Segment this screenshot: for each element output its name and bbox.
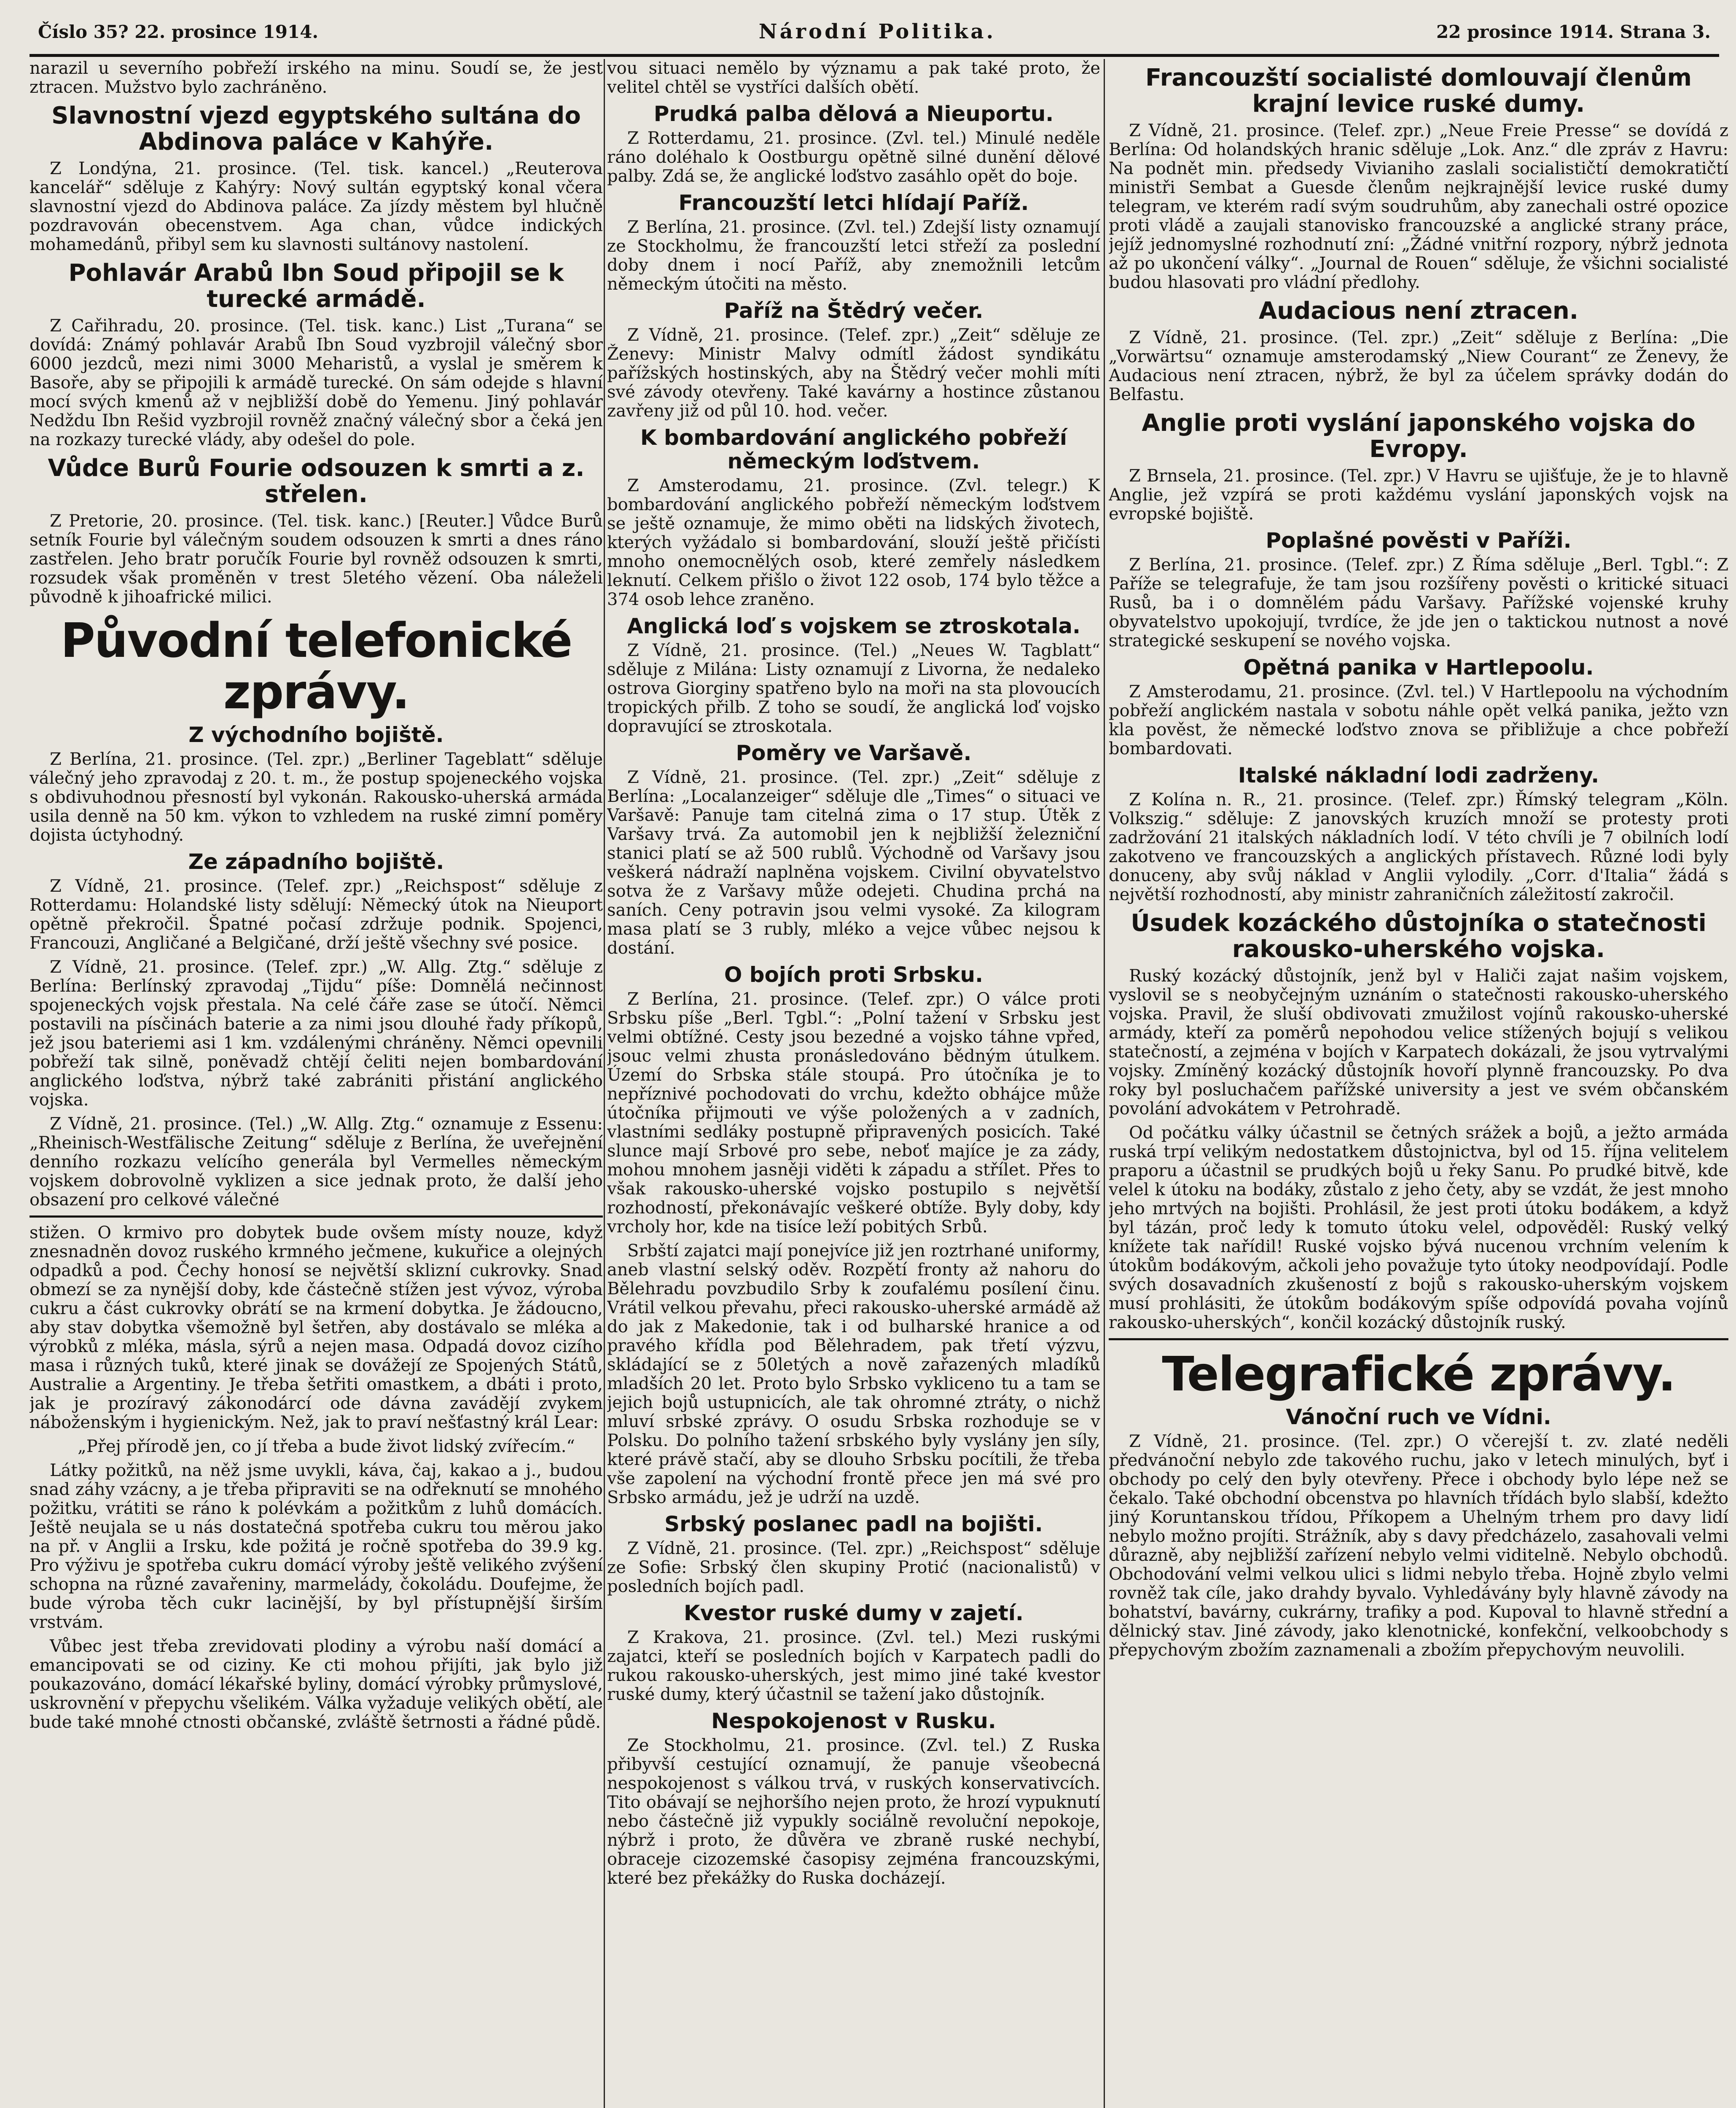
issue-info: Číslo 35? 22. prosince 1914. xyxy=(38,21,319,42)
article-text: Z Vídně, 21. prosince. (Telef. zpr.) „Reichspost“ sděluje z Rotterdamu: Holandské listy sdělují: Německý útok na Nieuport opětně překročil. Špatné počasí zdržuje podnik. Spojenci, Francouzi, Angličané a Belgičané, drží ještě všechny své posice. xyxy=(30,877,603,953)
page-header xyxy=(38,13,1711,51)
article-text: Z Vídně, 21. prosince. (Tel.) „Neues W. Tagblatt“ sděluje z Milána: Listy oznamují z Livorna, že nedaleko ostrova Giorginy spatřeno bylo na moři na sta plovoucích tropických přilb. Z toho se soudí, že anglická loď vojsko dopravující se ztroskotala. xyxy=(607,641,1100,736)
headline: Anglická loď s vojskem se ztroskotala. xyxy=(626,614,1081,638)
section-rule xyxy=(1109,1338,1728,1340)
article-text: Látky požitků, na něž jsme uvykli, káva, čaj, kakao a j., budou snad záhy vzácny, a je třeba připraviti se na odřeknutí se mnohého požitku, vrátiti se ráno k polévkám a požitkům z luhů domácích. Ještě neujala se u nás dostatečná spotřeba cukru tou měrou jako na př. v Anglii a Irsku, kde požitá je ročně spotřeba do 39.9 kg. Pro výživu je spotřeba cukru domácí výroby ještě velikého zvýšení schopna na různé zavařeniny, marmelády, čokoládu. Doufejme, že bude výroba těch cukr lacinější, by byl přístupnější širším vrstvám. xyxy=(30,1461,603,1632)
headline: Vůdce Burů Fourie odsouzen k smrti a z. střelen. xyxy=(48,454,585,508)
column-2 xyxy=(607,59,1100,2108)
article-text: Z Vídně, 21. prosince. (Tel. zpr.) „Zeit“ sděluje z Berlína: „Die „Vorwärtsu“ oznamuje amsterodamský „Niew Courant“ ze Ženevy, že Audacious není ztracen, nýbrž, že byl za účelem správky dodán do Belfastu. xyxy=(1109,328,1728,404)
headline: Paříž na Štědrý večer. xyxy=(724,298,984,323)
article-text: Z Berlína, 21. prosince. (Telef. zpr.) O válce proti Srbsku píše „Berl. Tgbl.“: „Polní tažení v Srbsku jest velmi obtížné. Cesty jsou bezedné a vojsko táhne vpřed, jsouc velmi zhusta pronásledováno bědným útulkem. Území do Srbska stále stoupá. Pro útočníka je to nepříznivé pochodovati do vrchu, kdežto obhájce může útočníka přijmouti ve výše položených a v zadních, vlastními sedláky postupně připravených posicích. Také slunce mají Srbové pro sebe, neboť majíce je za zády, mohou mnohem jasněji viděti k západu a střílet. Přes to však rakousko-uherské vojsko postupilo s největší rozhodností, překonávajíc veškeré obtíže. Byly doby, kdy vrcholy hor, kde na tisíce leží pobitých Srbů. xyxy=(607,989,1100,1237)
headline: Úsudek kozáckého důstojníka o statečnosti rakousko-uherského vojska. xyxy=(1131,909,1706,963)
article-text: stižen. O krmivo pro dobytek bude ovšem místy nouze, když znesnadněn dovoz ruského krmného ječmene, kukuřice a olejných odpadků a pod. Čechy honosí se největší sklizní cukrovky. Snad obmezí se za nynější doby, kde částečně stížen jest vývoz, výroba cukru a část cukrovky obrátí se na krmení dobytka. Je žádoucno, aby stav dobytka všemožně byl šetřen, aby dostávalo se mléka a výrobků z mléka, másla, sýrů a nejen masa. Odpadá dovoz cizího masa i různých tuků, které jinak se dovážejí ze Spojených Států, Australie a Argentiny. Je třeba šetřiti omastkem, a dbáti i proto, jak je prozíravý zákonodárcí ode dávna zavádějí zvykem náboženským i hygienickým. Než, jak to praví nešťastný král Lear: xyxy=(30,1223,603,1432)
article-text: Z Vídně, 21. prosince. (Tel. zpr.) O včerejší t. zv. zlaté neděli předvánoční nebylo zde takového ruchu, jako v letech minulých, byť i obchody po celý den byly otevřeny. Přece i obchody bylo lépe než se čekalo. Také obchodní obcenstva po hlavních třídách bylo slabší, kdežto jiný Koruntanskou třídou, Příkopem a Uhelným trhem pro davy lidí nebylo možno projíti. Strážník, aby s davy předcházelo, zasahovali velmi důrazně, aby nejbližší zařízení nebylo velmi viditelně. Nebylo obchodů. Obchodování velmi velkou ulici s lidmi nebylo třeba. Hojně zbylo velmi rovněž tak cíle, jako drahdy byvalo. Vyhledávány byly hlavně závody na bohatství, bavárny, cukrárny, trafiky a pod. Kupoval to hlavně střední a dělnický stav. Jiné závody, jako klenotnické, konfekční, velkoobchody s přepychovým zbožím zaznamenali a zbožím přepychovým neuvolili. xyxy=(1109,1432,1728,1660)
headline: Francouzští letci hlídají Paříž. xyxy=(678,191,1029,215)
article-text: Z Vídně, 21. prosince. (Telef. zpr.) „Neue Freie Presse“ se dovídá z Berlína: Od holandských hranic sděluje „Lok. Anz.“ dle zpráv z Havru: Na podnět min. předsedy Vivianiho zaslali socialističtí demokratičtí ministři Sembat a Guesde členům nejkrajnější levice ruské dumy telegram, ve kterém radí svým soudruhům, aby zanechali ostré opozice proti vládě a zaujali stanovisko francouzské a anglické strany práce, jejíž jednomyslné rozhodnutí zní: „Žádné vnitřní rozpory, nýbrž jednota až po ukončení války“. „Journal de Rouen“ sděluje, že všichni socialisté budou hlasovati pro vládní předlohy. xyxy=(1109,121,1728,292)
headline: O bojích proti Srbsku. xyxy=(724,963,984,987)
section-title: Telegrafické zprávy. xyxy=(1162,1347,1675,1402)
headline: Prudká palba dělová a Nieuportu. xyxy=(653,102,1054,126)
article-text: vou situaci nemělo by významu a pak také proto, že velitel chtěl se vystříci dalších obětí. xyxy=(607,59,1100,97)
headline: Anglie proti vyslání japonského vojska do Evropy. xyxy=(1142,409,1696,463)
article-text: Z Vídně, 21. prosince. (Telef. zpr.) „W. Allg. Ztg.“ sděluje z Berlína: Berlínský zpravodaj „Tijdu“ píše: Domnělá nečinnost spojeneckých vojsk přestala. Na celé čáře zase se útočí. Němci postavili na písčinách baterie a za nimi jsou dlouhé řady příkopů, jež jsou bateriemi asi 1 km. vzdálenými chráněny. Němci opevnili pobřeží tak silně, poněvadž chtějí čeliti nejen bombardování anglického loďstva, nýbrž také zabrániti přistání anglického vojska. xyxy=(30,957,603,1110)
column-divider xyxy=(604,59,605,2108)
headline: Poplašné pověsti v Paříži. xyxy=(1266,528,1572,553)
headline: Francouzští socialisté domlouvají členům krajní levice ruské dumy. xyxy=(1145,64,1692,118)
headline: K bombardování anglického pobřeží německým loďstvem. xyxy=(640,425,1067,473)
article-text: Z Amsterodamu, 21. prosince. (Zvl. telegr.) K bombardování anglického pobřeží německým loďstvem se ještě oznamuje, že mimo oběti na lidských životech, kterých vyžádalo si bombardování, slouží ještě přičísti mnoho onemocnělých osob, které zemřely následkem leknutí. Celkem přišlo o život 122 osob, 174 bylo těžce a 374 osob lehce zraněno. xyxy=(607,476,1100,609)
article-text: Z Berlína, 21. prosince. (Zvl. tel.) Zdejší listy oznamují ze Stockholmu, že francouzští letci střeží za poslední doby dnem i nocí Paříž, aby znemožnili letcům německým útočiti na město. xyxy=(607,218,1100,294)
headline: Audacious není ztracen. xyxy=(1258,297,1579,325)
article-text: Z Vídně, 21. prosince. (Tel.) „W. Allg. Ztg.“ oznamuje z Essenu: „Rheinisch-Westfälische Zeitung“ sděluje z Berlína, že uveřejnění denního rozkazu velícího generála byl Vermelles německým vojskem dobrovolně vyklizen a sice jednak proto, že další jeho obsazení pro celkové válečné xyxy=(30,1114,603,1210)
article-text: Z Kolína n. R., 21. prosince. (Telef. zpr.) Římský telegram „Köln. Volkszig.“ sděluje: Z janovských kruzích množí se protesty proti zadržování 21 italských nákladních lodí. V této chvíli je 7 obilních lodí zakotveno ve francouzských a anglických přístavech. Různé lodi byly donuceny, aby svůj náklad v Anglii vylodily. „Corr. d'Italia“ žádá s největší rozhodností, aby ministr zahraničních záležitostí zakročil. xyxy=(1109,790,1728,904)
article-text: Od počátku války účastnil se četných srážek a bojů, a ježto armáda ruská trpí velikým nedostatkem důstojnictva, byl od 15. října velitelem praporu a účastnil se prudkých bojů u řeky Sanu. Po prudké bitvě, kde velel k útoku na bodáky, zůstalo z jeho čety, aby se vzdát, že jest mnoho jeho mrtvých na bojišti. Prohlásil, že jest proti útoku bodákem, a když byl tázán, proč ledy k tomuto útoku velel, odpověděl: Ruský velký knížete tak nařídil! Ruské vojsko bývá nucenou vrchním velením k útokům bodákovým, ačkoli jeho považuje tyto útoky neodpovídají. Podle svých dosavadních zkušeností z bojů s rakousko-uherským vojskem musí prohlásiti, že útokům bodákovým spíše odpovídá povaha vojínů rakousko-uherských“, končil kozácký důstojník ruský. xyxy=(1109,1123,1728,1332)
article-text: narazil u severního pobřeží irského na minu. Soudí se, že jest ztracen. Mužstvo bylo zachráněno. xyxy=(30,59,603,97)
article-text: Ruský kozácký důstojník, jenž byl v Haliči zajat našim vojskem, vyslovil se s neobyčejným uznáním o statečnosti rakousko-uherského vojska. Pravil, že sluší obdivovati zmužilost vojínů rakousko-uherské armády, kteří za poměrů nepohodou velice stížených bojují s velikou statečností, a zejména v bojích v Karpatech dokázali, že jsou vytrvalými vojsky. Zmíněný kozácký důstojník hovoří plynně francouzsky. Po dva roky byl posluchačem pařížské university a jest ve svém občanském povolání advokátem v Petrohradě. xyxy=(1109,966,1728,1119)
headline: Vánoční ruch ve Vídni. xyxy=(1286,1405,1551,1429)
section-rule xyxy=(30,1215,603,1218)
header-rule xyxy=(30,54,1719,57)
article-text: Z Vídně, 21. prosince. (Tel. zpr.) „Reichspost“ sděluje ze Sofie: Srbský člen skupiny Protić (nacionalistů) v posledních bojích padl. xyxy=(607,1539,1100,1596)
column-divider xyxy=(1104,59,1105,2108)
headline: Pohlavár Arabů Ibn Soud připojil se k turecké armádě. xyxy=(68,259,564,313)
article-text: Z Krakova, 21. prosince. (Zvl. tel.) Mezi ruskými zajatci, kteří se posledních bojích v Karpatech padli do rukou rakousko-uherských, jest mimo jiné také kvestor ruské dumy, který účastnil se tažení jako důstojník. xyxy=(607,1628,1100,1704)
article-text: Ze Stockholmu, 21. prosince. (Zvl. tel.) Z Ruska přibyvší cestující oznamují, že panuje všeobecná nespokojenost s válkou trvá, v ruských konservativcích. Tito obávají se nejhoršího nejen proto, že hrozí vypuknutí nebo částečně již vypukly sociálně revoluční nepokoje, nýbrž i proto, že důvěra ve zbraně ruské nechybí, obraceje cizozemské časopisy zejména francouzskými, které bez překážky do Ruska docházejí. xyxy=(607,1736,1100,1888)
headline: Kvestor ruské dumy v zajetí. xyxy=(684,1601,1024,1625)
headline: Srbský poslanec padl na bojišti. xyxy=(664,1512,1043,1536)
masthead: Národní Politika. xyxy=(758,20,996,43)
quote: „Přej přírodě jen, co jí třeba a bude život lidský zvířecím.“ xyxy=(78,1437,575,1456)
article-text: Z Rotterdamu, 21. prosince. (Zvl. tel.) Minulé neděle ráno doléhalo k Oostburgu opětně silné dunění dělové palby. Zdá se, že anglické loďstvo zasáhlo opět do boje. xyxy=(607,129,1100,186)
headline: Italské nákladní lodi zadrženy. xyxy=(1238,763,1599,788)
column-3 xyxy=(1109,59,1728,2108)
headline: Z východního bojiště. xyxy=(188,723,444,747)
article-text: Z Amsterodamu, 21. prosince. (Zvl. tel.) V Hartlepoolu na východním pobřeží anglickém nastala v sobotu náhle opět velká panika, ježto vzn kla pověst, že německé loďstvo znova se přibližuje a chce pobřeží bombardovati. xyxy=(1109,682,1728,758)
headline: Opětná panika v Hartlepoolu. xyxy=(1243,655,1594,680)
article-text: Z Berlína, 21. prosince. (Tel. zpr.) „Berliner Tageblatt“ sděluje válečný jeho zpravodaj z 20. t. m., že postup spojeneckého vojska s obdivuhodnou přesností byl vykonán. Rakousko-uherská armáda usila denně na 50 km. výkon to vzhledem na ruské zimní poměry dojista úctyhodný. xyxy=(30,750,603,845)
article-text: Z Brnsela, 21. prosince. (Tel. zpr.) V Havru se ujišťuje, že je to hlavně Anglie, jež vzpírá se proti každému vyslání japonských vojsk na evropské bojiště. xyxy=(1109,466,1728,524)
article-text: Z Cařihradu, 20. prosince. (Tel. tisk. kanc.) List „Turana“ se dovídá: Známý pohlavár Arabů Ibn Soud vyzbrojil válečný sbor 6000 jezdců, mezi nimi 3000 Meharistů, a vyslal je směrem k Basoře, aby se připojili k armádě turecké. On sám odejde s hlavní mocí svých kmenů až v nejbližší době do Yemenu. Jiný pohlavár Nedždu Ibn Rešid vyzbrojil rovněž značný válečný sbor a čeká jen na rozkazy turecké vlády, aby odešel do pole. xyxy=(30,316,603,449)
article-text: Srbští zajatci mají ponejvíce již jen roztrhané uniformy, aneb vlastní selský oděv. Rozpětí fronty až nahoru do Bělehradu povzbudilo Srby k zoufalému posílení činu. Vrátil velkou převahu, přeci rakousko-uherské armádě až do jak z Makedonie, tak i od bulharské hranice a od pravého křídla pod Bělehradem, pak třetí výzvu, skládající se z 50letých a nově zařazených mladíků mladších 20 let. Proto bylo Srbsko vykliceno tu a tam se jejich bojů ustupnicích, ale tak ohromné ztráty, o nichž mluví srbské zprávy. O osudu Srbska rozhoduje se v Polsku. Do polního tažení srbského byly vyslány jen síly, které právě stačí, aby se dlouho Srbsku pocítili, že třeba vše zapolení na východní frontě přece jen má své pro Srbsko armádu, jež je udrží na uzdě. xyxy=(607,1241,1100,1507)
column-1 xyxy=(30,59,603,2108)
article-text: Z Vídně, 21. prosince. (Tel. zpr.) „Zeit“ sděluje z Berlína: „Localanzeiger“ sděluje dle „Times“ o situaci ve Varšavě: Panuje tam citelná zima o 17 stup. Útěk z Varšavy trvá. Za automobil jen k nejbližší železniční stanici platí se až 500 rublů. Východně od Varšavy jsou veškerá nádraží naplněna vojskem. Civilní obyvatelstvo sotva že z Varšavy může odejeti. Chudina prchá na saních. Ceny potravin jsou velmi vysoké. Za kilogram masa platí se 3 rubly, mléko a vejce vůbec nejsou k dostání. xyxy=(607,768,1100,958)
headline: Ze západního bojiště. xyxy=(188,850,444,874)
page-info: 22 prosince 1914. Strana 3. xyxy=(1436,21,1711,42)
headline: Nespokojenost v Rusku. xyxy=(711,1709,996,1733)
headline: Poměry ve Varšavě. xyxy=(736,741,972,765)
section-title: Původní telefonické zprávy. xyxy=(60,613,572,720)
article-text: Z Berlína, 21. prosince. (Telef. zpr.) Z Říma sděluje „Berl. Tgbl.“: Z Paříže se telegrafuje, že tam jsou rozšířeny pověsti o kritické situaci Rusů, ba i o domnělém pádu Varšavy. Pařížské vojenské kruhy obyvatelstvo upokojují, tvrdíce, že jde jen o taktickou nutnost a nové strategické seskupení se nového vojska. xyxy=(1109,555,1728,651)
article-text: Z Pretorie, 20. prosince. (Tel. tisk. kanc.) [Reuter.] Vůdce Burů setník Fourie byl válečným soudem odsouzen k smrti a dnes ráno zastřelen. Jeho bratr poručík Fourie byl rovněž odsouzen k smrti, rozsudek však proměněn v trest 5letého vězení. Oba náleželi původně k jihoafrické milici. xyxy=(30,511,603,607)
article-text: Z Vídně, 21. prosince. (Telef. zpr.) „Zeit“ sděluje ze Ženevy: Ministr Malvy odmítl žádost syndikátu pařížských hostinských, aby na Štědrý večer mohli míti své závody otevřeny. Také kavárny a hostince zůstanou zavřeny již od půl 10. hod. večer. xyxy=(607,325,1100,421)
headline: Slavnostní vjezd egyptského sultána do Abdinova paláce v Kahýře. xyxy=(51,102,581,156)
article-text: Z Londýna, 21. prosince. (Tel. tisk. kancel.) „Reuterova kancelář“ sděluje z Kahýry: Nový sultán egyptský konal včera slavnostní vjezd do Abdinova paláce. Za jízdy městem byl hlučně pozdravován obecenstvem. Aga chan, vůdce indických mohamedánů, přibyl sem ku slavnosti sultánovy nastolení. xyxy=(30,159,603,254)
article-text: Vůbec jest třeba zrevidovati plodiny a výrobu naší domácí a emancipovati se od ciziny. Ke cti mohou přijíti, jak bylo již poukazováno, domácí lékařské byliny, domácí výrobky průmyslové, uskrovnění v přepychu všelikém. Válka vyžaduje velikých obětí, ale bude také mnohé ctnosti občanské, zvláště šetrnosti a řádné půdě. xyxy=(30,1637,603,1732)
